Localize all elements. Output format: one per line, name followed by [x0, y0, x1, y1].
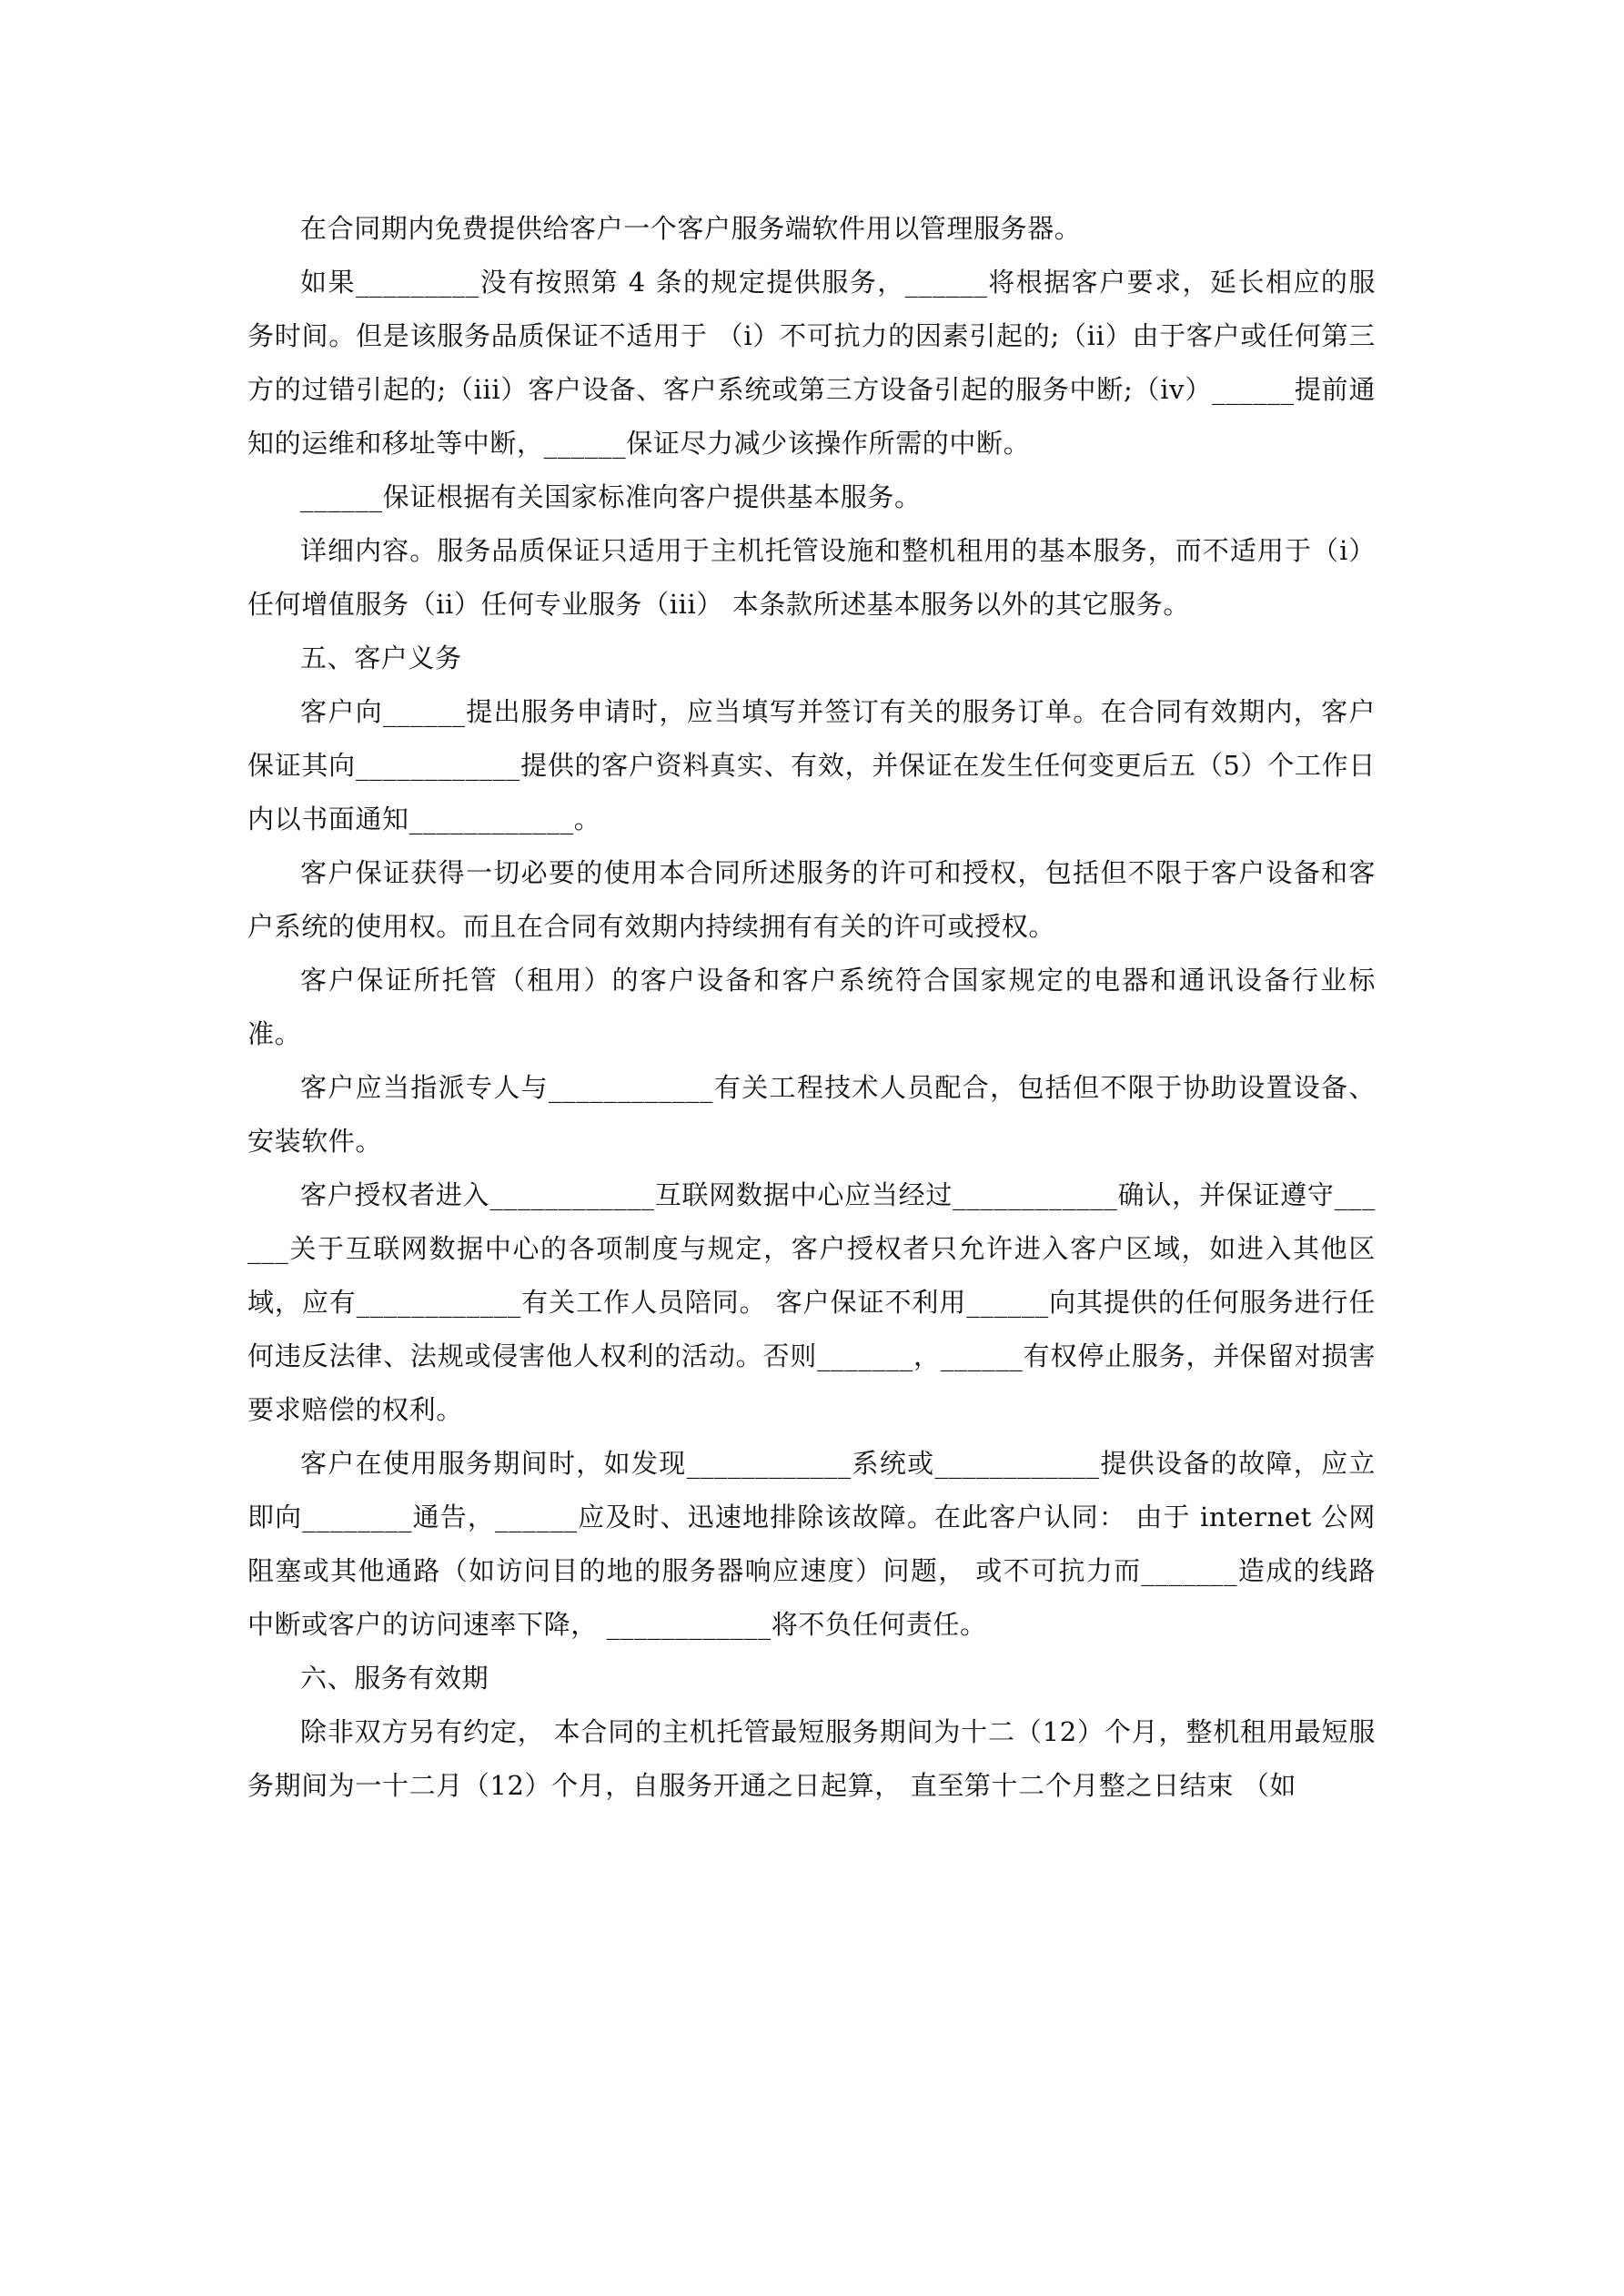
- paragraph-service-application: 客户向______提出服务申请时，应当填写并签订有关的服务订单。在合同有效期内，客户保证其向____________提供的客户资料真实、有效，并保证在发生任何变更后五（5）个工作日内以书面通知____________。: [247, 696, 1376, 834]
- paragraph-client-software: 在合同期内免费提供给客户一个客户服务端软件用以管理服务器。: [300, 213, 1082, 244]
- paragraph-fault-reporting: 客户在使用服务期间时，如发现____________系统或____________提供设备的故障，应立即向________通告，______应及时、迅速地排除该故障。在此客户认同： 由于 internet 公网阻塞或其他通路（如访问目的地的服务器响应速度）问题， 或不可抗力而_______造成的线路中断或客户的访问速率下降， ____________将不负任何责任。: [247, 1448, 1376, 1640]
- paragraph-quality-scope: 详细内容。服务品质保证只适用于主机托管设施和整机租用的基本服务，而不适用于（i）任何增值服务（ii）任何专业服务（iii） 本条款所述基本服务以外的其它服务。: [247, 535, 1376, 620]
- paragraph-datacenter-access: 客户授权者进入____________互联网数据中心应当经过____________确认，并保证遵守______关于互联网数据中心的各项制度与规定，客户授权者只允许进入客户区域，如进入其他区域，应有____________有关工作人员陪同。 客户保证不利用______向其提供的任何服务进行任何违反法律、法规或侵害他人权利的活动。否则_______，______有权停止服务，并保留对损害要求赔偿的权利。: [247, 1179, 1376, 1425]
- document-body: [247, 202, 1376, 1813]
- section-heading-service-term: 六、服务有效期: [300, 1663, 489, 1694]
- section-heading-customer-obligations: 五、客户义务: [300, 642, 462, 673]
- paragraph-equipment-standards: 客户保证所托管（租用）的客户设备和客户系统符合国家规定的电器和通讯设备行业标准。: [247, 965, 1376, 1049]
- paragraph-basic-service: ______保证根据有关国家标准向客户提供基本服务。: [300, 481, 922, 512]
- paragraph-minimum-term: 除非双方另有约定， 本合同的主机托管最短服务期间为十二（12）个月，整机租用最短服务期间为一十二月（12）个月，自服务开通之日起算， 直至第十二个月整之日结束 （如: [247, 1716, 1376, 1801]
- paragraph-staff-cooperation: 客户应当指派专人与____________有关工程技术人员配合，包括但不限于协助设置设备、安装软件。: [247, 1072, 1376, 1157]
- paragraph-service-extension: 如果_________没有按照第 4 条的规定提供服务，______将根据客户要求，延长相应的服务时间。但是该服务品质保证不适用于 （i）不可抗力的因素引起的;（ii）由于客户或任何第三方的过错引起的;（iii）客户设备、客户系统或第三方设备引起的服务中断;（iv）______提前通知的运维和移址等中断，______保证尽力减少该操作所需的中断。: [247, 267, 1376, 459]
- paragraph-licenses: 客户保证获得一切必要的使用本合同所述服务的许可和授权，包括但不限于客户设备和客户系统的使用权。而且在合同有效期内持续拥有有关的许可或授权。: [247, 857, 1376, 942]
